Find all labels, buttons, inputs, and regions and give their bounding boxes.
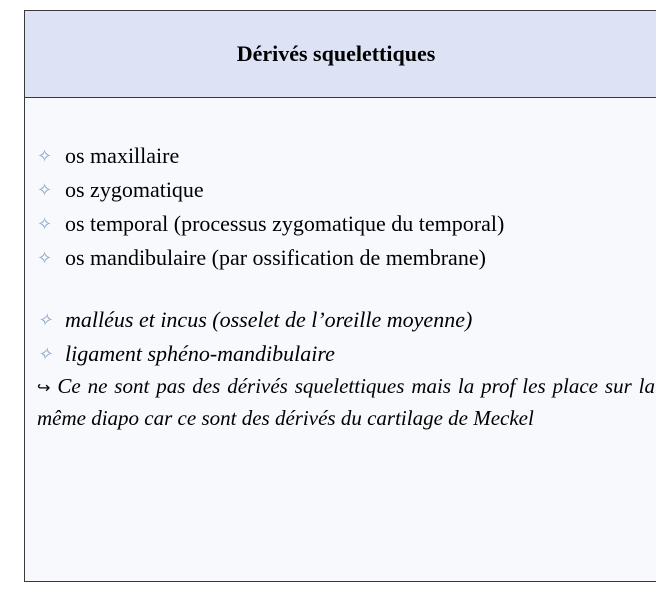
four-point-star-icon: ✧: [37, 248, 53, 268]
list-item: [37, 337, 656, 371]
list-item-label: os zygomatique: [65, 177, 204, 202]
list-spacer: [37, 275, 656, 303]
box-title: Dérivés squelettiques: [236, 41, 436, 66]
note-text: Ce ne sont pas des dérivés squelettiques mais la prof les place sur la même diapo car ce sont des dérivés du cartilage de Meckel: [37, 374, 656, 430]
four-point-star-icon: ✧: [37, 146, 53, 166]
note-paragraph: [37, 371, 656, 433]
list-item-label: ligament sphéno-mandibulaire: [65, 341, 335, 366]
list-item-label: os temporal (processus zygomatique du temporal): [65, 211, 505, 236]
box-header: [25, 11, 656, 98]
list-item-label: os mandibulaire (par ossification de membrane): [65, 245, 486, 270]
list-item: [37, 241, 656, 275]
return-arrow-icon: ↪: [37, 378, 51, 397]
four-point-star-icon: ✧: [37, 310, 53, 330]
four-point-star-icon: ✧: [37, 180, 53, 200]
list-item: [37, 303, 656, 337]
list-item: [37, 139, 656, 173]
list-item-label: malléus et incus (osselet de l’oreille moyenne): [65, 307, 473, 332]
box-content: [37, 139, 656, 433]
list-item: [37, 173, 656, 207]
list-item: [37, 207, 656, 241]
four-point-star-icon: ✧: [37, 214, 53, 234]
four-point-star-icon: ✧: [37, 344, 53, 364]
summary-box: [24, 10, 656, 582]
list-item-label: os maxillaire: [65, 143, 180, 168]
